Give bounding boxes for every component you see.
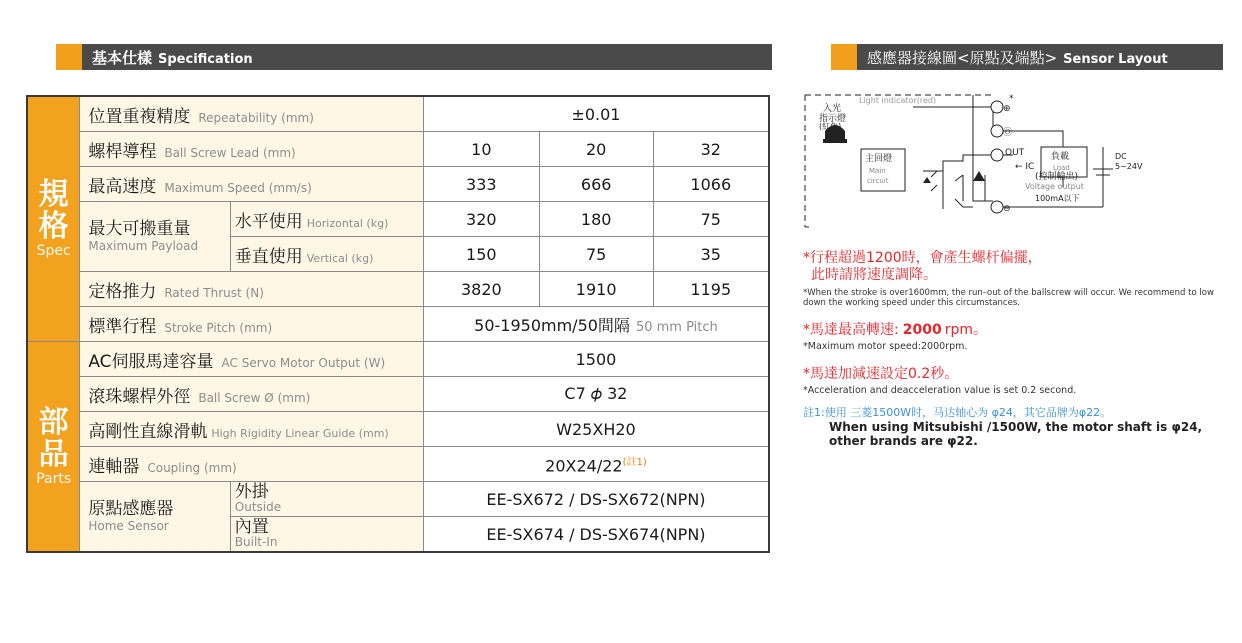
row-value: 666 xyxy=(539,167,653,202)
row-sublabel: 垂直使用 Vertical (kg) xyxy=(230,237,423,272)
table-row xyxy=(27,307,769,342)
spec-section-header xyxy=(56,44,772,70)
svg-text:100mA以下: 100mA以下 xyxy=(1035,194,1080,203)
notes-panel xyxy=(803,250,1233,448)
row-value: 1500 xyxy=(423,342,769,377)
table-row xyxy=(27,132,769,167)
parts-group-cell: 部 品 Parts xyxy=(27,342,80,553)
svg-text:Load: Load xyxy=(1053,164,1070,172)
minus-terminal: ⊖ xyxy=(1003,204,1011,214)
table-row xyxy=(27,482,769,517)
specification-table xyxy=(26,95,770,553)
svg-text:負載: 負載 xyxy=(1051,152,1070,162)
row-value: 1910 xyxy=(539,272,653,307)
row-value: W25XH20 xyxy=(423,412,769,447)
spec-header-en: Specification xyxy=(158,52,253,67)
svg-text:主回燈: 主回燈 xyxy=(865,154,893,164)
note-accel-en: *Acceleration and deacceleration value is set 0.2 second. xyxy=(803,385,1077,396)
row-label: 高剛性直線滑軌 High Rigidity Linear Guide (mm) xyxy=(80,412,424,447)
table-row xyxy=(27,377,769,412)
row-label: 螺桿導程 Ball Screw Lead (mm) xyxy=(80,132,424,167)
note-speed-en: *Maximum motor speed:2000rpm. xyxy=(803,341,968,352)
row-label: 滾珠螺桿外徑 Ball Screw Ø (mm) xyxy=(80,377,424,412)
row-sublabel: 水平使用 Horizontal (kg) xyxy=(230,202,423,237)
row-value: 1195 xyxy=(653,272,769,307)
svg-text:DC: DC xyxy=(1115,152,1127,161)
table-row xyxy=(27,167,769,202)
row-value: 333 xyxy=(423,167,539,202)
row-value: 75 xyxy=(653,202,769,237)
row-value: 35 xyxy=(653,237,769,272)
svg-text:指示燈: 指示燈 xyxy=(819,114,847,124)
row-value: 3820 xyxy=(423,272,539,307)
row-label: 最高速度 Maximum Speed (mm/s) xyxy=(80,167,424,202)
row-sublabel: 外掛 Outside xyxy=(230,482,423,517)
row-value: 320 xyxy=(423,202,539,237)
row-value: 50-1950mm/50間隔 50 mm Pitch xyxy=(423,307,769,342)
row-value: 20 xyxy=(539,132,653,167)
row-value: 1066 xyxy=(653,167,769,202)
row-value: EE-SX672 / DS-SX672(NPN) xyxy=(423,482,769,517)
row-label: 定格推力 Rated Thrust (N) xyxy=(80,272,424,307)
spec-header-cn: 基本仕樣 xyxy=(92,49,153,67)
svg-text:circuit: circuit xyxy=(867,177,889,185)
note-stroke-cn-2: 此時請將速度調降。 xyxy=(811,267,937,283)
footnote-1-cn: 註1:使用 三菱1500W时，马达轴心为 φ24，其它品牌为φ22。 xyxy=(803,406,1112,419)
row-value: 180 xyxy=(539,202,653,237)
header-accent xyxy=(831,44,857,70)
note-accel-cn: *馬達加減速設定0.2秒。 xyxy=(803,366,959,382)
row-value: ±0.01 xyxy=(423,96,769,132)
svg-text:(控制輸出): (控制輸出) xyxy=(1035,172,1079,182)
row-label: AC伺服馬達容量 AC Servo Motor Output (W) xyxy=(80,342,424,377)
table-row xyxy=(27,342,769,377)
row-label: 標準行程 Stroke Pitch (mm) xyxy=(80,307,424,342)
header-accent xyxy=(56,44,82,70)
svg-text:OUT: OUT xyxy=(1005,148,1025,158)
svg-text:5~24V: 5~24V xyxy=(1115,162,1143,171)
row-value: 10 xyxy=(423,132,539,167)
row-label: 位置重複精度 Repeatability (mm) xyxy=(80,96,424,132)
row-value: $20X24/22^{(註1)}$ xyxy=(423,447,769,482)
row-value: C7 𝜙 32 xyxy=(423,377,769,412)
table-row xyxy=(27,272,769,307)
plus-terminal: ⊕ xyxy=(1003,104,1011,114)
note-stroke-cn: *行程超過1200時，會產生螺杆偏擺， xyxy=(803,250,1042,266)
svg-text:← IC: ← IC xyxy=(1015,162,1035,172)
spec-group-cell: 規 格 Spec xyxy=(27,96,80,342)
svg-text:Ⓞ: Ⓞ xyxy=(1003,128,1013,138)
note-stroke-en: *When the stroke is over1600mm, the run–out of the ballscrew will occur. We recommend to low down the working speed under this circumstances. xyxy=(803,288,1214,308)
row-label: 連軸器 Coupling (mm) xyxy=(80,447,424,482)
sensor-wiring-diagram xyxy=(803,91,1185,231)
sensor-section-header xyxy=(831,44,1223,70)
svg-text:Voltage output: Voltage output xyxy=(1025,182,1084,191)
svg-text:入光: 入光 xyxy=(823,104,842,114)
light-indicator-label: Light indicator(red) xyxy=(859,96,937,105)
table-row xyxy=(27,412,769,447)
row-value: 32 xyxy=(653,132,769,167)
row-value: 150 xyxy=(423,237,539,272)
row-value: EE-SX674 / DS-SX674(NPN) xyxy=(423,517,769,553)
sensor-label: 原點感應器 Home Sensor xyxy=(80,482,230,553)
footnote-1-en: When using Mitsubishi /1500W, the motor shaft is φ24, other brands are φ22. xyxy=(829,420,1203,448)
footnote-ref: (註1) xyxy=(622,456,647,468)
row-sublabel: 內置 Built-In xyxy=(230,517,423,553)
payload-label: 最大可搬重量 Maximum Payload xyxy=(80,202,230,272)
svg-text:(紅色): (紅色) xyxy=(819,122,842,131)
svg-text:Main: Main xyxy=(869,167,886,175)
note-speed-cn: *馬達最高轉速: 2000 rpm。 xyxy=(803,322,987,338)
sensor-header-en: Sensor Layout xyxy=(1063,52,1168,67)
table-row xyxy=(27,96,769,132)
row-value: 75 xyxy=(539,237,653,272)
table-row xyxy=(27,202,769,237)
svg-text:*: * xyxy=(1009,94,1014,104)
table-row xyxy=(27,447,769,482)
sensor-header-cn: 感應器接線圖<原點及端點> xyxy=(867,49,1058,67)
